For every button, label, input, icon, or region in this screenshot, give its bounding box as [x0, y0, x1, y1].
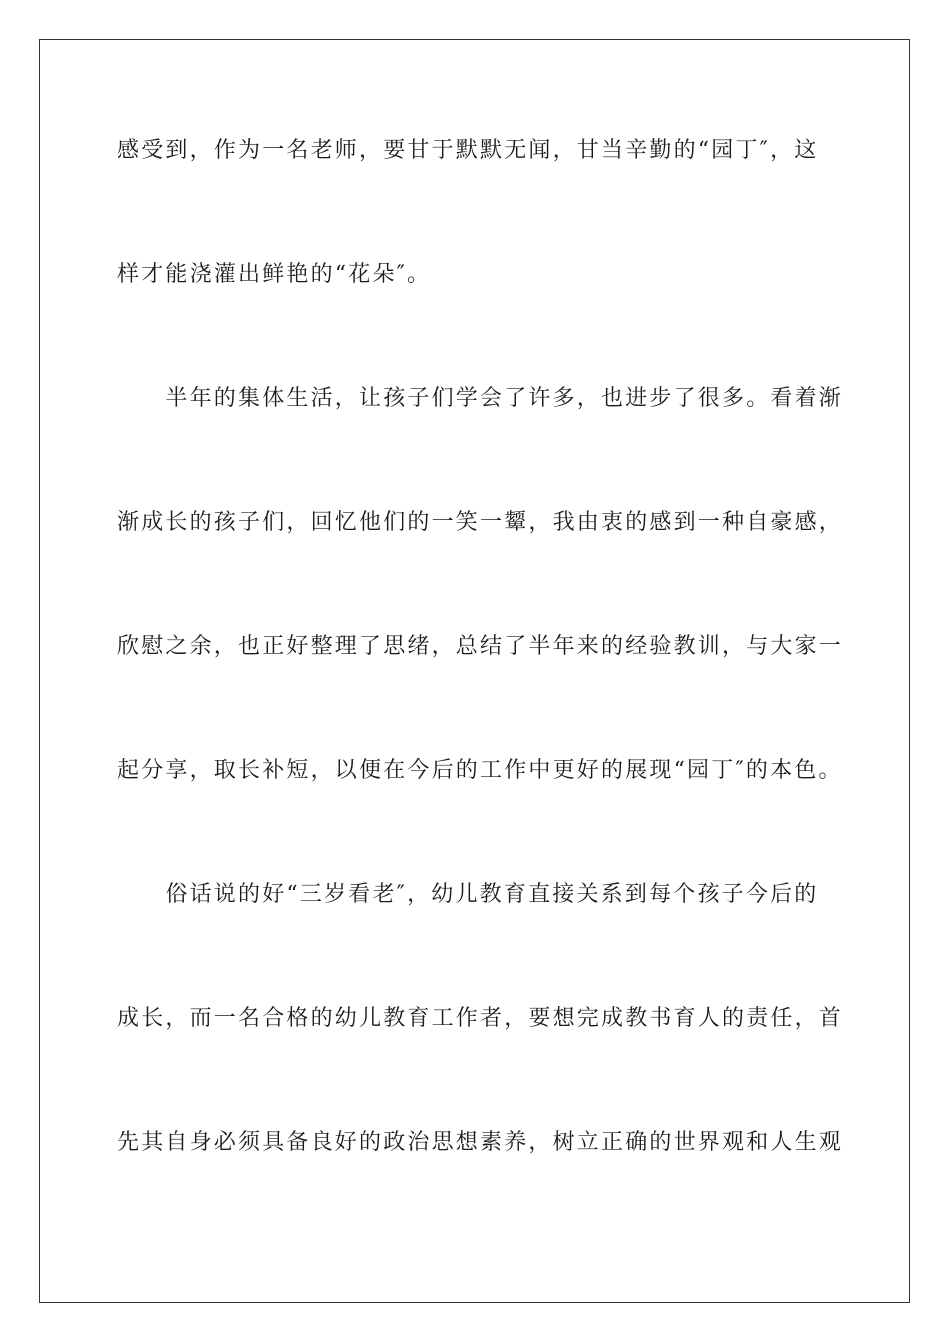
- page-border: [39, 39, 910, 1303]
- text-line: 样才能浇灌出鲜艳的“花朵″。: [117, 262, 432, 287]
- text-line: 成长，而一名合格的幼儿教育工作者，要想完成教书育人的责任，首: [117, 1006, 844, 1031]
- text-line: 先其自身必须具备良好的政治思想素养，树立正确的世界观和人生观: [117, 1130, 844, 1155]
- text-line: 感受到，作为一名老师，要甘于默默无闻，甘当辛勤的“园丁″，这: [117, 138, 819, 163]
- text-line: 欣慰之余，也正好整理了思绪，总结了半年来的经验教训，与大家一: [117, 634, 844, 659]
- text-line: 俗话说的好“三岁看老″，幼儿教育直接关系到每个孩子今后的: [117, 882, 819, 907]
- text-line: 半年的集体生活，让孩子们学会了许多，也进步了很多。看着渐: [117, 386, 844, 411]
- text-line: 渐成长的孩子们，回忆他们的一笑一颦，我由衷的感到一种自豪感，: [117, 510, 844, 535]
- text-line: 起分享，取长补短，以便在今后的工作中更好的展现“园丁″的本色。: [117, 758, 843, 783]
